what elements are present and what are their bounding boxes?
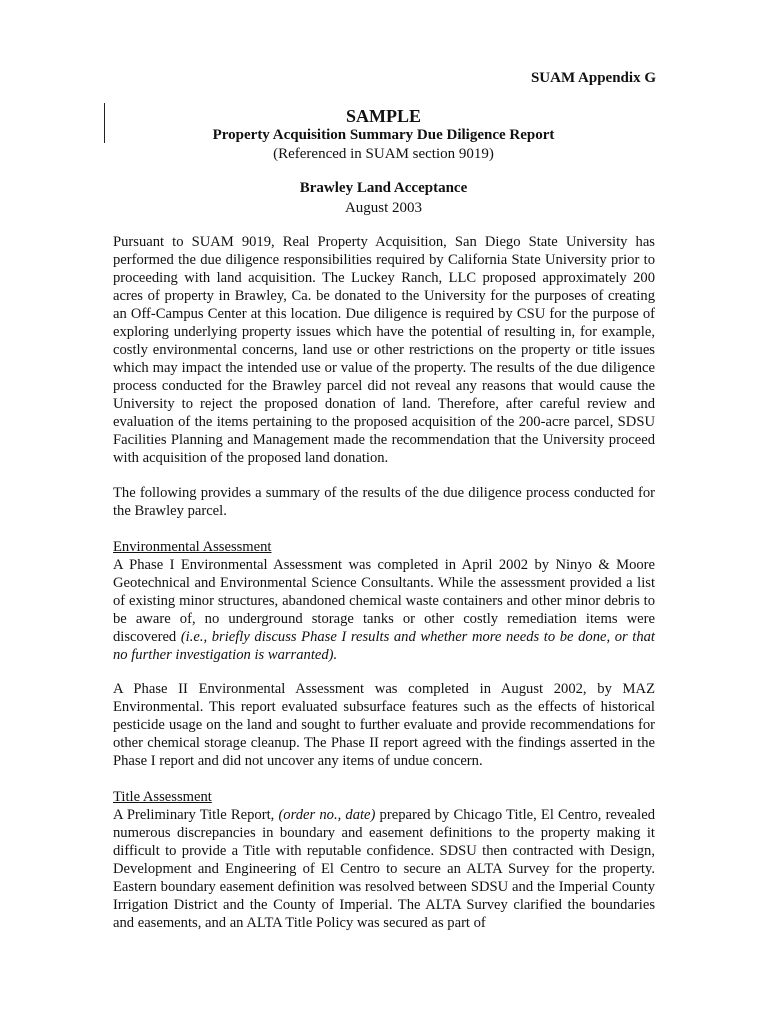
environmental-heading: Environmental Assessment (113, 539, 272, 555)
phase2-paragraph: A Phase II Environmental Assessment was completed in August 2002, by MAZ Environmental. This report evaluated subsurface features such as the effects of historical pesticide usage on the land and sought to further evaluate and provide recommendations for other chemical storage cleanup. The Phase II report agreed with the findings asserted in the Phase I report and did not uncover any items of undue concern. (113, 681, 655, 769)
title-section (113, 788, 655, 932)
title-heading: Title Assessment (113, 789, 212, 805)
summary-paragraph: The following provides a summary of the results of the due diligence process conducted for the Brawley parcel. (113, 485, 655, 519)
title-text-after: prepared by Chicago Title, El Centro, revealed numerous discrepancies in boundary and easement definitions to the property making it difficult to provide a Title with reputable confidence. SDSU then contracted with Design, Development and Engineering of El Centro to secure an ALTA Survey for the property. Eastern boundary easement definition was resolved between SDSU and the Imperial County Irrigation District and the County of Imperial. The ALTA Survey clarified the boundaries and easements, and an ALTA Title Policy was secured as part of (113, 807, 655, 931)
report-title: Property Acquisition Summary Due Diligence Report (212, 127, 555, 143)
sample-label: SAMPLE (345, 106, 421, 126)
revision-bar (104, 103, 105, 143)
project-name: Brawley Land Acceptance (299, 180, 468, 196)
appendix-label: SUAM Appendix G (530, 70, 656, 86)
report-date: August 2003 (344, 200, 423, 216)
reference-line: (Referenced in SUAM section 9019) (273, 146, 494, 162)
phase1-text: A Phase I Environmental Assessment was completed in April 2002 by Ninyo & Moore Geotechnical and Environmental Science Consultants. While the assessment provided a list of existing minor structures, abandoned chemical waste containers and other minor debris to be aware of, no underground storage tanks or other costly remediation items were discovered (113, 557, 655, 645)
phase1-note: (i.e., briefly discuss Phase I results and whether more needs to be done, or that no further investigation is warranted). (113, 629, 655, 663)
environmental-section (113, 538, 655, 664)
intro-paragraph: Pursuant to SUAM 9019, Real Property Acquisition, San Diego State University has performed the due diligence responsibilities required by California State University prior to proceeding with land acquisition. The Luckey Ranch, LLC proposed approximately 200 acres of property in Brawley, Ca. be donated to the University for the purposes of creating an Off-Campus Center at this location. Due diligence is required by CSU for the purpose of exploring underlying property issues which have the potential of resulting in, for example, costly environmental concerns, land use or other restrictions on the property or title issues which may impact the intended use or value of the property. The results of the due diligence process conducted for the Brawley parcel did not reveal any reasons that would cause the University to reject the proposed donation of land. Therefore, after careful review and evaluation of the items pertaining to the proposed acquisition of the 200-acre parcel, SDSU Facilities Planning and Management made the recommendation that the University proceed with acquisition of the proposed land donation. (113, 234, 655, 466)
title-text-before: A Preliminary Title Report, (113, 807, 279, 823)
title-note: (order no., date) (278, 807, 376, 823)
